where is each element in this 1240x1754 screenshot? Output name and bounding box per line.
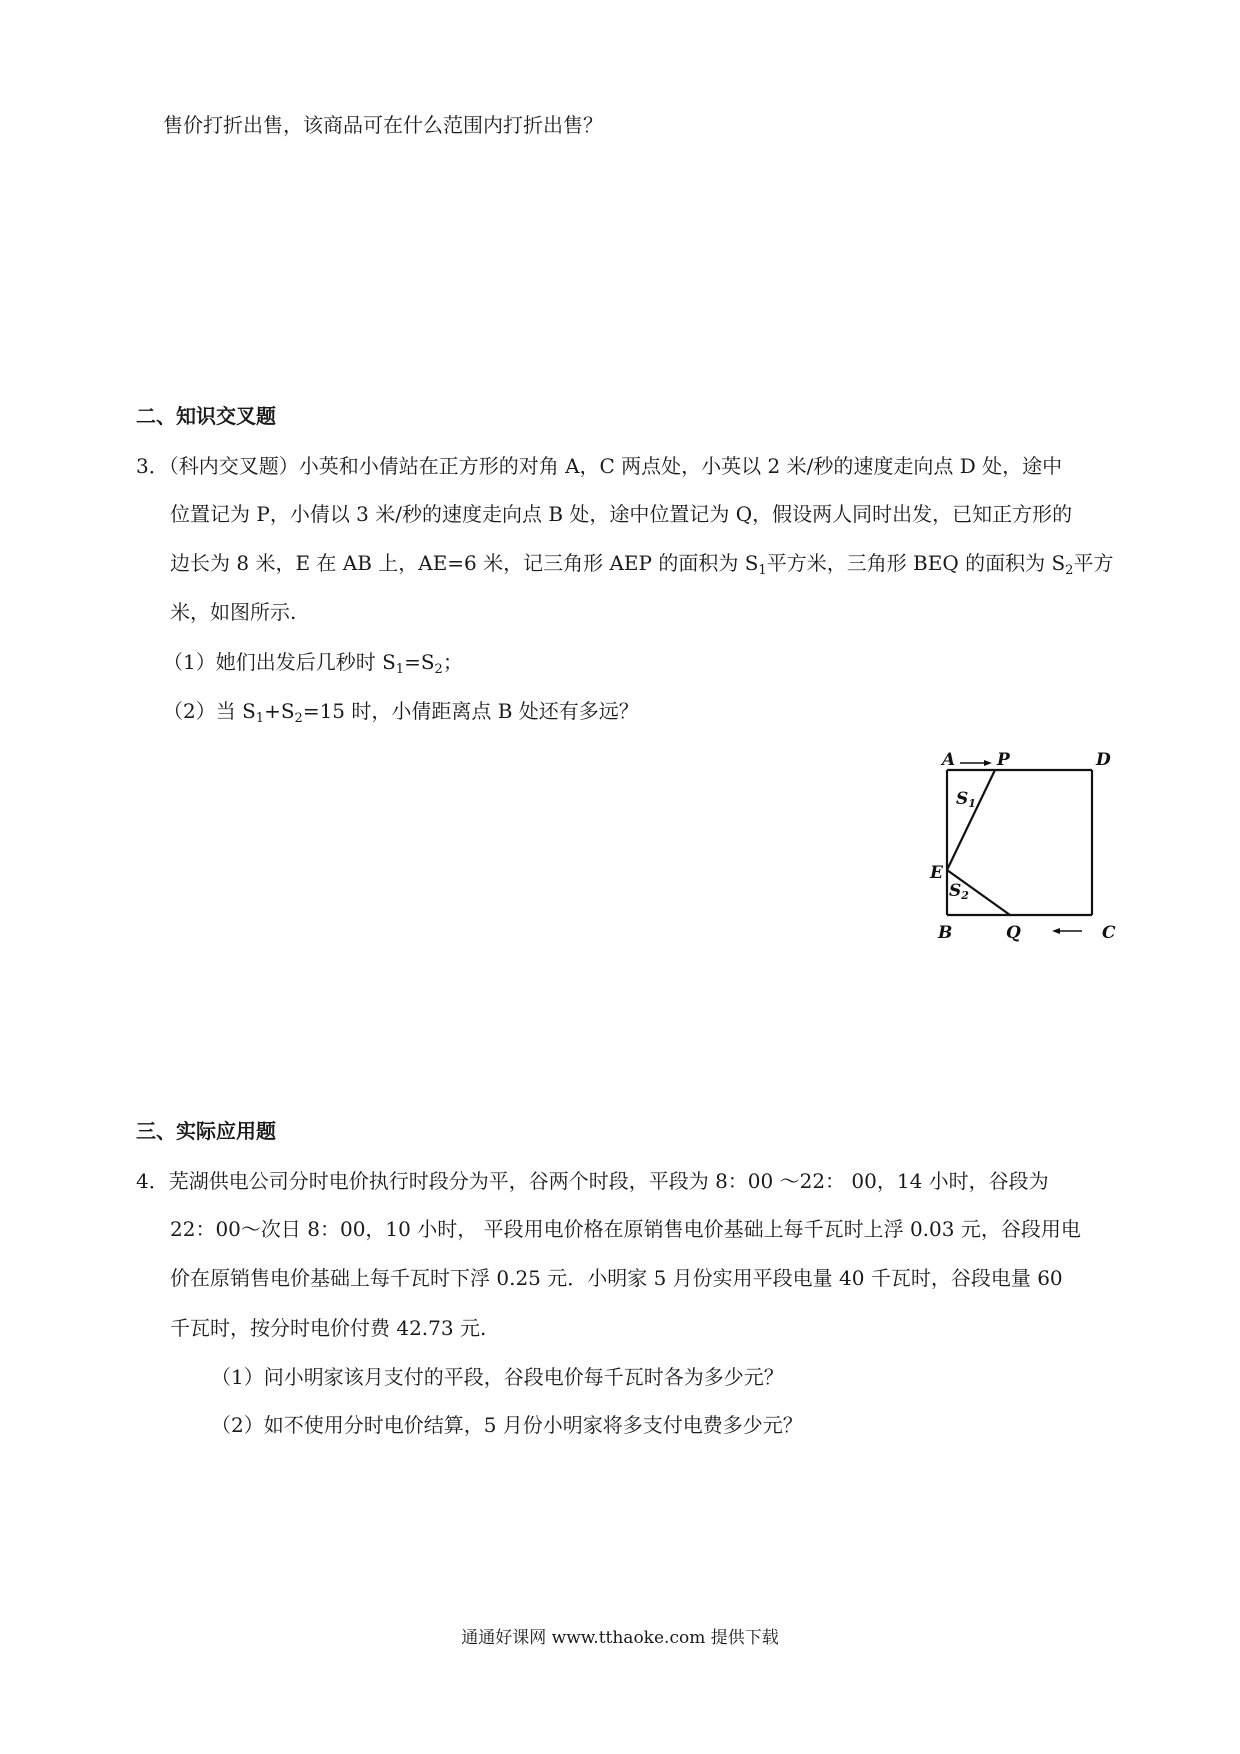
square-diagram-svg xyxy=(922,745,1122,947)
label-p: P xyxy=(997,750,1010,770)
label-q: Q xyxy=(1006,923,1021,943)
q3-line-4: 米，如图所示. xyxy=(170,600,297,624)
label-d: D xyxy=(1096,750,1111,770)
q3-line-1: 3．（科内交叉题）小英和小倩站在正方形的对角 A，C 两点处，小英以 2 米/秒的速度走向点 D 处，途中 xyxy=(136,454,1063,478)
label-s1: S1 xyxy=(956,789,976,810)
q3-subquestion-1: （1）她们出发后几秒时 $S_1=S_2$； xyxy=(163,650,463,677)
label-c: C xyxy=(1102,923,1116,943)
label-s2: S2 xyxy=(949,881,969,902)
carryover-text: 售价打折出售，该商品可在什么范围内打折出售？ xyxy=(163,113,603,137)
section-heading-3: 三、实际应用题 xyxy=(136,1119,276,1143)
q4-line-2: 22：00～次日 8：00，10 小时， 平段用电价格在原销售电价基础上每千瓦时上浮 0.03 元，谷段用电 xyxy=(170,1217,1081,1241)
footer-credit: 通通好课网 www.tthaoke.com 提供下载 xyxy=(461,1628,779,1648)
q4-line-1: 4．芜湖供电公司分时电价执行时段分为平，谷两个时段，平段为 8：00 ～22： 00，14 小时，谷段为 xyxy=(136,1169,1049,1193)
label-a: A xyxy=(942,750,956,770)
q4-line-3: 价在原销售电价基础上每千瓦时下浮 0.25 元．小明家 5 月份实用平段电量 40 千瓦时，谷段电量 60 xyxy=(170,1266,1063,1290)
q4-subquestion-2: （2）如不使用分时电价结算，5 月份小明家将多支付电费多少元？ xyxy=(211,1413,803,1437)
label-b: B xyxy=(938,923,953,943)
q4-subquestion-1: （1）问小明家该月支付的平段，谷段电价每千瓦时各为多少元？ xyxy=(211,1365,784,1389)
section-heading-2: 二、知识交叉题 xyxy=(136,404,276,428)
label-e: E xyxy=(930,863,943,883)
q3-subquestion-2: （2）当 $S_1+S_2=15$ 时，小倩距离点 B 处还有多远？ xyxy=(163,699,639,726)
square-diagram xyxy=(922,745,1122,947)
q4-line-4: 千瓦时，按分时电价付费 42.73 元. xyxy=(170,1316,487,1340)
q3-line-2: 位置记为 P，小倩以 3 米/秒的速度走向点 B 处，途中位置记为 Q，假设两人同时出发，已知正方形的 xyxy=(170,502,1073,526)
q3-line-3: 边长为 8 米，E 在 AB 上，AE=6 米，记三角形 AEP 的面积为 $S_1$平方米，三角形 BEQ 的面积为 $S_2$平方 xyxy=(170,551,1114,578)
